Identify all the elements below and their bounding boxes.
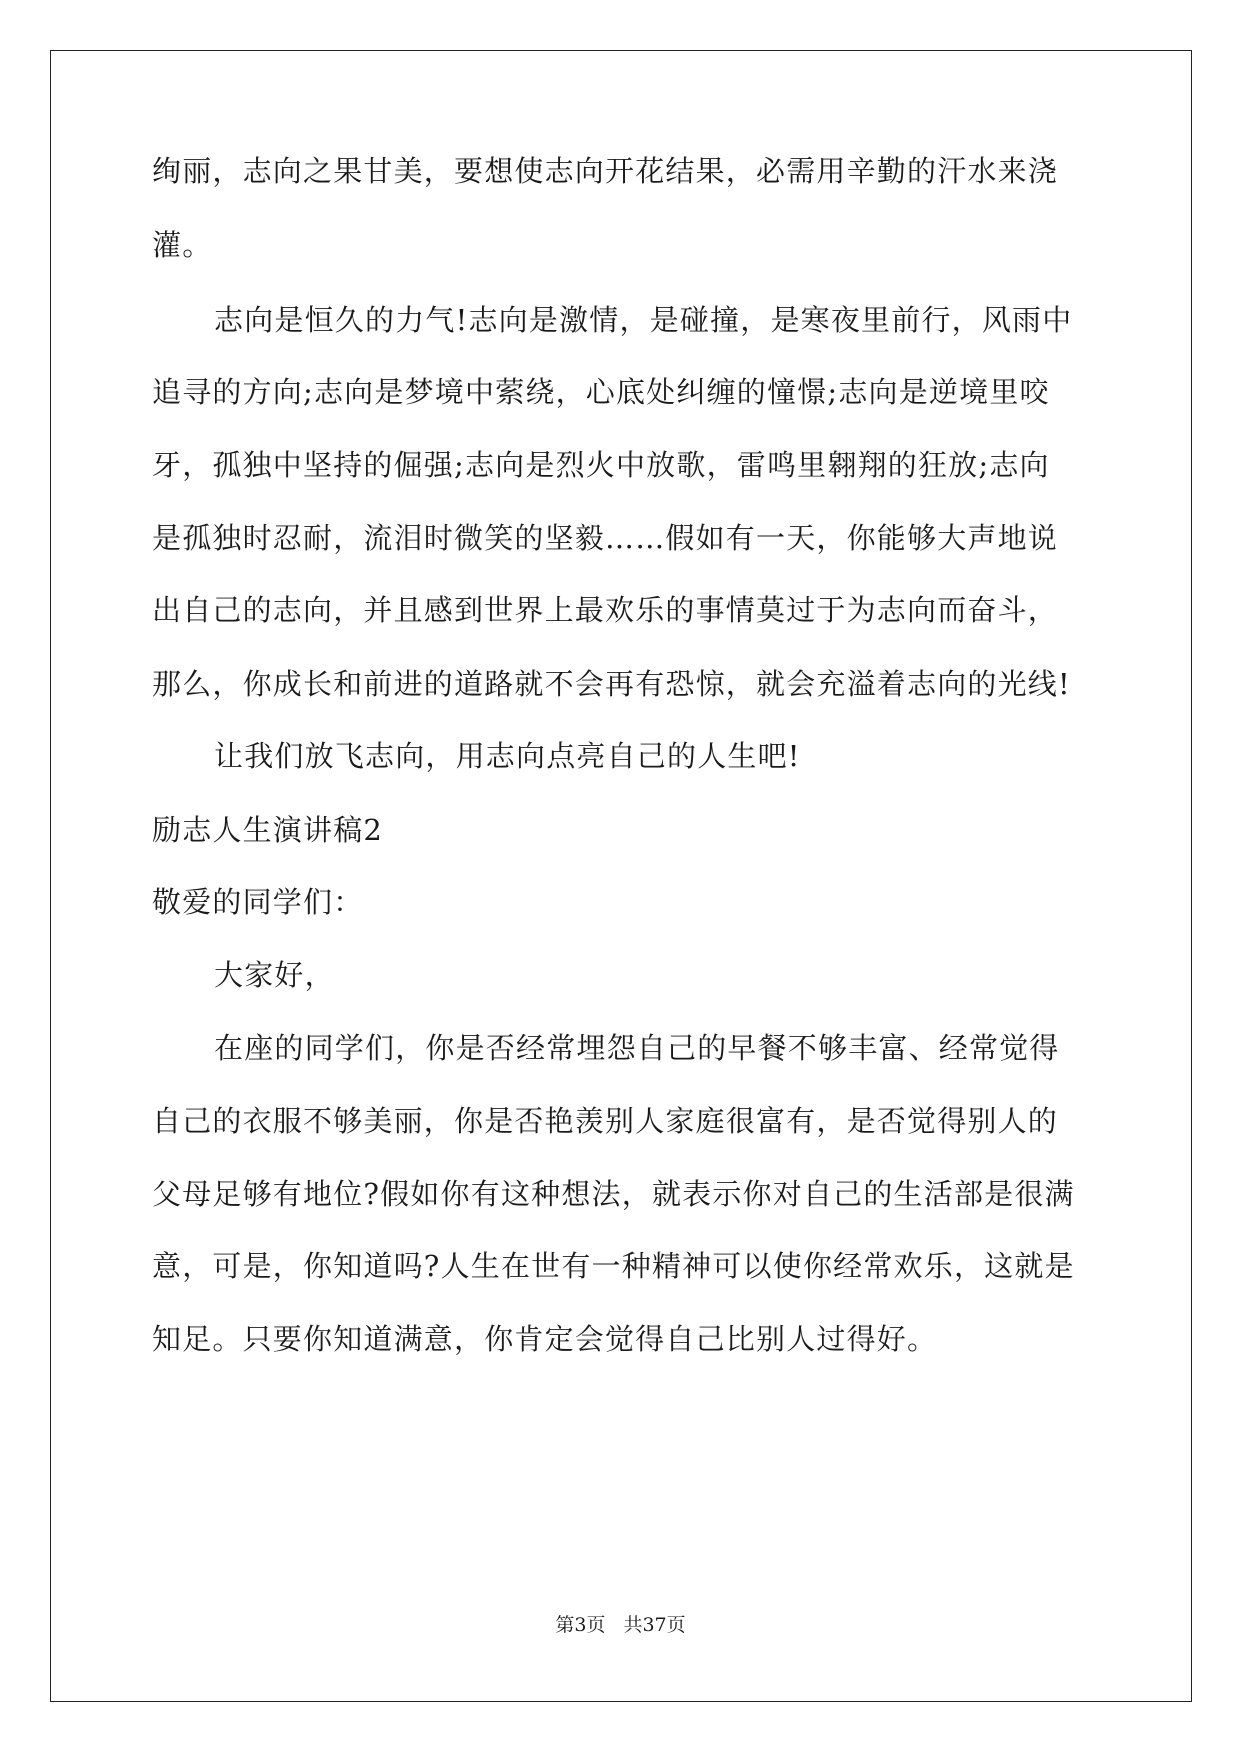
page-footer [0, 1612, 1241, 1638]
text-line: 父母足够有地位?假如你有这种想法，就表示你对自己的生活部是很满 [152, 1177, 1075, 1211]
text-line: 在座的同学们，你是否经常埋怨自己的早餐不够丰富、经常觉得 [214, 1031, 1060, 1065]
salutation: 敬爱的同学们： [152, 885, 364, 919]
text-line: 自己的衣服不够美丽，你是否艳羡别人家庭很富有，是否觉得别人的 [152, 1104, 1059, 1138]
page-number: 第3页 [555, 1614, 606, 1636]
text-line: 那么，你成长和前进的道路就不会再有恐惊，就会充溢着志向的光线! [152, 667, 1071, 701]
text-line: 是孤独时忍耐，流泪时微笑的坚毅……假如有一天，你能够大声地说 [152, 521, 1059, 555]
text-line: 牙，孤独中坚持的倔强;志向是烈火中放歌，雷鸣里翱翔的狂放;志向 [152, 448, 1050, 482]
text-line: 灌。 [152, 228, 213, 262]
text-line: 志向是恒久的力气!志向是激情，是碰撞，是寒夜里前行，风雨中 [214, 303, 1073, 337]
text-line: 追寻的方向;志向是梦境中萦绕，心底处纠缠的憧憬;志向是逆境里咬 [152, 375, 1050, 409]
page-border [50, 50, 1192, 1702]
total-pages: 共37页 [623, 1614, 686, 1636]
greeting: 大家好， [214, 958, 335, 992]
text-line: 出自己的志向，并且感到世界上最欢乐的事情莫过于为志向而奋斗， [152, 593, 1059, 627]
text-line: 绚丽，志向之果甘美，要想使志向开花结果，必需用辛勤的汗水来浇 [152, 154, 1059, 188]
section-heading: 励志人生演讲稿2 [152, 813, 384, 847]
text-line: 知足。只要你知道满意，你肯定会觉得自己比别人过得好。 [152, 1322, 938, 1356]
text-line: 让我们放飞志向，用志向点亮自己的人生吧! [214, 739, 801, 773]
text-line: 意，可是，你知道吗?人生在世有一种精神可以使你经常欢乐，这就是 [152, 1249, 1075, 1283]
